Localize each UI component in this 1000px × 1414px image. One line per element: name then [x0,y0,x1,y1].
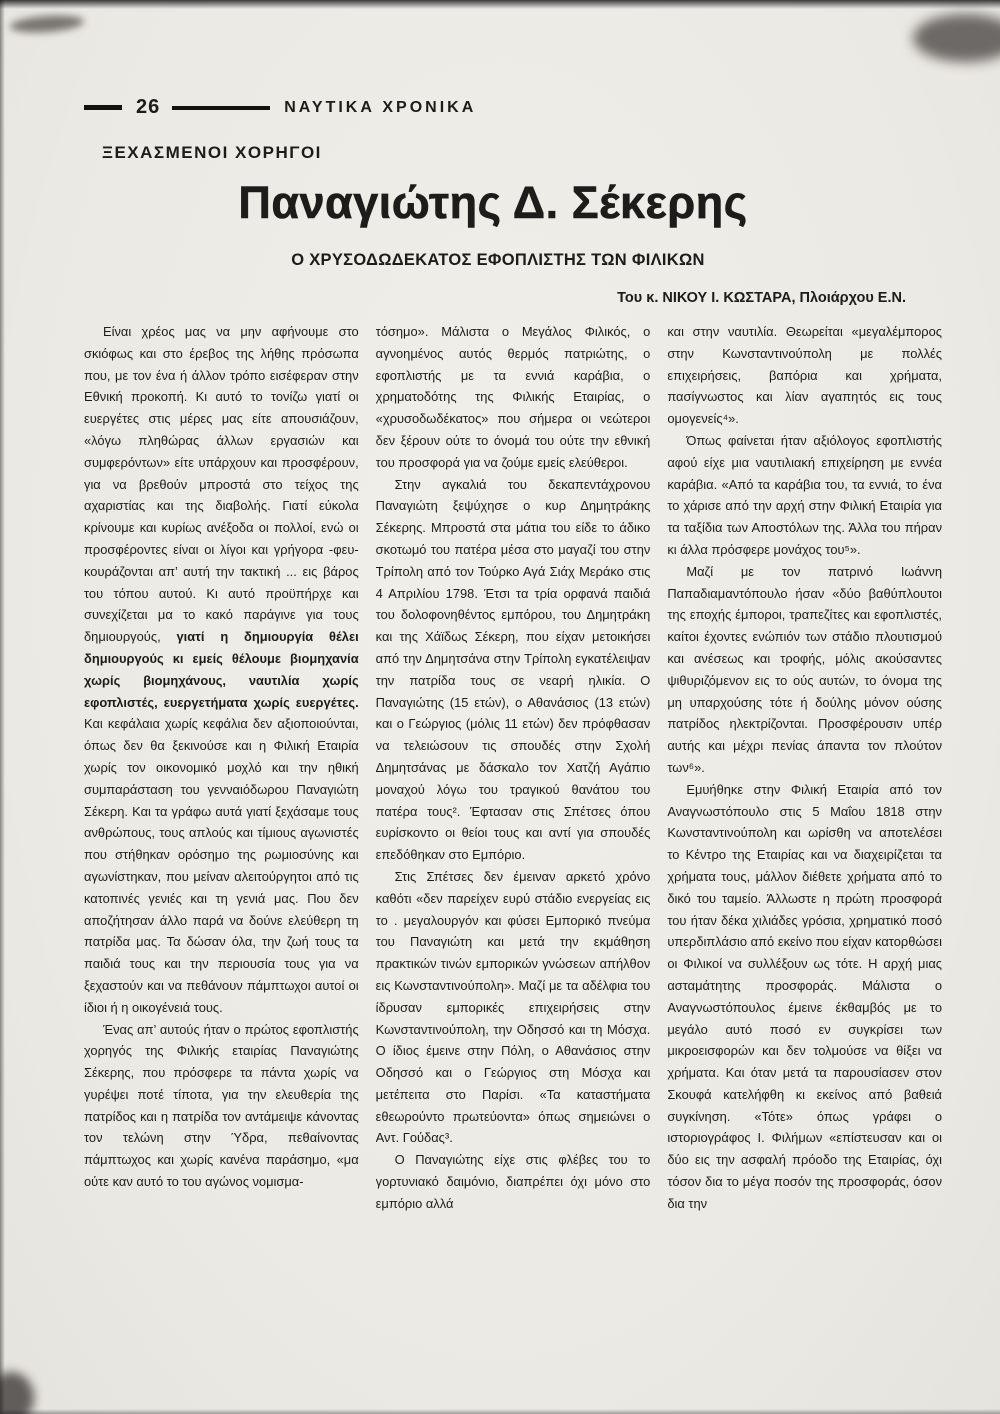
paragraph: Ένας απ’ αυτούς ήταν ο πρώτος εφοπλιστής χορηγός της Φιλικής εταιρίας Παναγιώτης Σέκερης, που πρόσφερε τα πάντα χωρίς να γυρέψει ποτέ τίποτα, για την ελευθερία της πατρίδος και η πατρίδα τον αντάμειψε κάνοντας τον τελώνη στην Ύδρα, πεθαίνοντας πάμπτωχος και χωρίς κανένα παράσημο, «μα ούτε καν αυτό το του αγώνος νομισμα- [84,1021,359,1190]
paragraph: Εμυήθηκε στην Φιλική Εταιρία από τον Αναγνωστόπουλο στις 5 Μαΐου 1818 στην Κωνσταντινούπολη και ωρίσθη να αποτελέσει το Κέντρο της Εταιρίας και να διαχειρίζεται τα χρήματα τους, μάλλον διέθετε χρήματα από το δικό του ταμείο. Άλλωστε η πρώτη προσφορά του ήταν δέκα χιλιάδες γρόσια, χρηματικό ποσό υπερδιπλάσιο από εκείνο που είχαν κατορθώσει οι Φιλικοί να συλλέξουν ως τότε. Η αρχή μιας ασταμάτητης προσφοράς. Μάλιστα ο Αναγνωστόπουλος έμεινε έκθαμβός με το μεγάλο αυτό ποσό εν συγκρίσει των μικροεισφορών και δεν τολμούσε να θίξει να χρήματα. Και όταν μετά τα παρουσίασεν στον Σκουφά κατελήφθη κι εκείνος από βαθειά συγκίνηση. «Τότε» όπως γράφει ο ιστοριογράφος Ι. Φιλήμων «επίστευσαν και οι δύο εις την ασφαλή πρόοδο της Εταιρίας, όχι τόσον δια το μέγα ποσόν της προσφοράς, όσον δια την [667,781,942,1211]
masthead: ΝΑΥΤΙΚΑ ΧΡΟΝΙΚΑ [284,98,477,116]
paragraph: Όπως φαίνεται ήταν αξιόλογος εφοπλιστής αφού είχε μια ναυτιλιακή επιχείρηση με εννέα καράβια. «Από τα καράβια του, τα εννιά, το ένα το χάρισε από την αρχή στην Φιλική Εταιρία για τα ταξίδια των Αποστόλων της. Άλλα του πήραν κι άλλα πρόσφερε μονάχος του⁵». [667,432,942,557]
article-header [84,96,942,306]
page-header-row [84,96,942,119]
paragraph: Μαζί με τον πατρινό Ιωάννη Παπαδιαμαντόπουλο ήσαν «δύο βαθύπλουτοι της εποχής έμποροι, τραπεζίτες και εφοπλιστές, καίτοι έχοντες ενώπιόν των στάδιο πλουτισμού και ανέσεως και τροφής, μόλις ακούσαντες ψιθυριζόμενον εις το ούς αυτών, το όνομα της μη υπαρχούσης τότε ή δούλης μόνον ούσης πατρίδος ηλεκτρίζονται. Προσφέρουσιν υπέρ αυτής και μέχρι πενίας άπαντα τον πλούτον των⁶». [667,563,942,775]
header-rule-left [84,105,122,110]
page-number: 26 [136,96,161,118]
paragraph: τόσημο». Μάλιστα ο Μεγάλος Φιλικός, ο αγνοημένος αυτός θερμός πατριώτης, ο εφοπλιστής με τα εννιά καράβια, ο χρηματοδότης της Φιλικής Εταιρίας, ο «χρυσοδωδέκατος» που σήμερα οι νεώτεροι δεν ξέρουν ούτε το όνομά του ούτε την εθνική του προσφορά για να ζούμε εμείς ελεύθεροι. [375,324,651,470]
column-2 [376,321,651,1363]
column-1 [84,321,359,1363]
article-title: Παναγιώτης Δ. Σέκερης [238,177,748,228]
paragraph: Είναι χρέος μας να μην αφήνουμε στο σκιόφως και στο έρεβος της λήθης πρόσωπα που, με τον ένα ή άλλον τρόπο εισέφεραν στην Εθνική προκοπή. Κι αυτό το τονίζω γιατί οι ευεργέτες στις μέρες μας είτε απουσιάζουν, «λόγω πληθώρας άλλων εργασιών και συμφερόντων» είτε υπάρχουν και προσφέρουν, για να βρεθούν μπροστά στο τείχος της αχαριστίας και της διαβολής. Γιατί εύκολα κρίνουμε και κυρίως ανέξοδα οι πολλοί, ενώ οι προσφέροντες είναι οι λίγοι και γρήγορα -φευ- κουράζονται απ’ αυτή την τακτική ... εις βάρος του τόπου αυτού. Κι αυτό προϋπήρχε και συνεχίζεται μα το κακό παράγινε για τους δημιουργούς, γιατί η δημιουργία θέλει δημιουργούς κι εμείς θέλουμε βιομηχανία χωρίς βιομηχάνους, ναυτιλία χωρίς εφοπλιστές, ευεργετήματα χωρίς ευεργέτες. Και κεφάλαια χωρίς κεφάλια δεν αξιοποιούνται, όπως δεν θα ξεκινούσε και η Φιλική Εταιρία χωρίς τον οικονομικό μοχλό και την ηθική συμπαράσταση του γενναιόδωρου Παναγιώτη Σέκερη. Και τα γράφω αυτά γιατί ξεχάσαμε τους ανθρώπους, τους απλούς και τίμιους αγωνιστές που στήθηκαν ορόσημο της ρωμιοσύνης και αγωνίστηκαν, που μείναν αλειτούργητοι από τις κατοπινές γενιές και τη γενιά μας. Που δεν αποζήτησαν άλλο παρά να δούνε ελεύθερη τη πατρίδα μας. Τα δώσαν όλα, την ζωή τους τα παιδιά τους και την περιουσία τους για να ξεχαστούν και να πεθάνουν πάμπτωχοι αυτοί οι ίδιοι ή η οικογένειά τους. [84,324,359,1015]
scan-artifact-bottom-edge [0,1409,1000,1414]
column-3 [667,321,942,1363]
article-body [84,321,942,1363]
paragraph: Στην αγκαλιά του δεκαπεντάχρονου Παναγιώτη ξεψύχησε ο κυρ Δημητράκης Σέκερης. Μπροστά στα μάτια του είδε το άδικο σκοτωμό του πατέρα μέσα στο μαγαζί του στην Τρίπολη από τον Τούρκο Αγά Σιάχ Μεράκο στις 4 Απριλίου 1798. Έτσι τα τρία ορφανά παιδιά του δολοφονηθέντος εμπόρου, του Δημητράκη και της Χάϊδως Σέκερη, που είχαν μετοικήσει από την Δημητσάνα στην Τρίπολη εγκατέλειψαν την πατρίδα τους σε νεαρή ηλικία. Ο Παναγιώτης (15 ετών), ο Αθανάσιος (13 ετών) και ο Γεώργιος (μόλις 11 ετών) δεν πρόφθασαν να τελειώσουν τις σπουδές στην Σχολή Δημητσάνας με δάσκαλο τον Χατζή Αγάπιο μοναχού λόγω του τραγικού θανάτου του πατέρα τους². Έφτασαν στις Σπέτσες όπου ευρίσκοντο οι θείοι τους και αντί για σπουδές επεδόθηκαν στο Εμπόριο. [375,476,651,863]
article-subtitle: Ο ΧΡΥΣΟΔΩΔΕΚΑΤΟΣ ΕΦΟΠΛΙΣΤΗΣ ΤΩΝ ΦΙΛΙΚΩΝ [291,251,705,269]
scan-artifact-bottom-left-blob [0,1372,34,1414]
header-rule [172,106,270,110]
article-byline: Του κ. ΝΙΚΟΥ Ι. ΚΩΣΤΑΡΑ, Πλοιάρχου Ε.Ν. [617,290,906,306]
paragraph: Στις Σπέτσες δεν έμειναν αρκετό χρόνο καθότι «δεν παρείχεν ευρύ στάδιο ενεργείας εις το . μεγαλουργόν και φύσει Εμπορικό πνεύμα του Παναγιώτη και μετά την εκμάθηση πρακτικών τινών εμπορικών γνώσεων απήλθον εις Κωνσταντινούπολη». Μαζί με τα αδέλφια του ίδρυσαν εμπορικές επιχειρήσεις στην Κωνσταντινούπολη, την Οδησσό και τη Μόσχα. Ο ίδιος έμεινε στην Πόλη, ο Αθανάσιος στην Οδησσό και ο Γεώργιος στη Μόσχα και μετέπειτα στο Παρίσι. «Τα καταστήματα εθεωρούντο πρωτεύοντα» όπως σημειώνει ο Αντ. Γούδας³. [375,868,651,1146]
paragraph: και στην ναυτιλία. Θεωρείται «μεγαλέμπορος στην Κωνσταντινούπολη με πολλές επιχειρήσεις, βαπόρια και χρήματα, πασίγνωστος και λίαν αγαπητός εις τους ομογενείς⁴». [667,324,942,427]
paragraph: Ο Παναγιώτης είχε στις φλέβες του το γορτυνιακό δαιμόνιο, διαπρέπει όχι μόνο στο εμπόριο αλλά [375,1152,651,1211]
article-kicker: ΞΕΧΑΣΜΕΝΟΙ ΧΟΡΗΓΟΙ [102,143,322,162]
